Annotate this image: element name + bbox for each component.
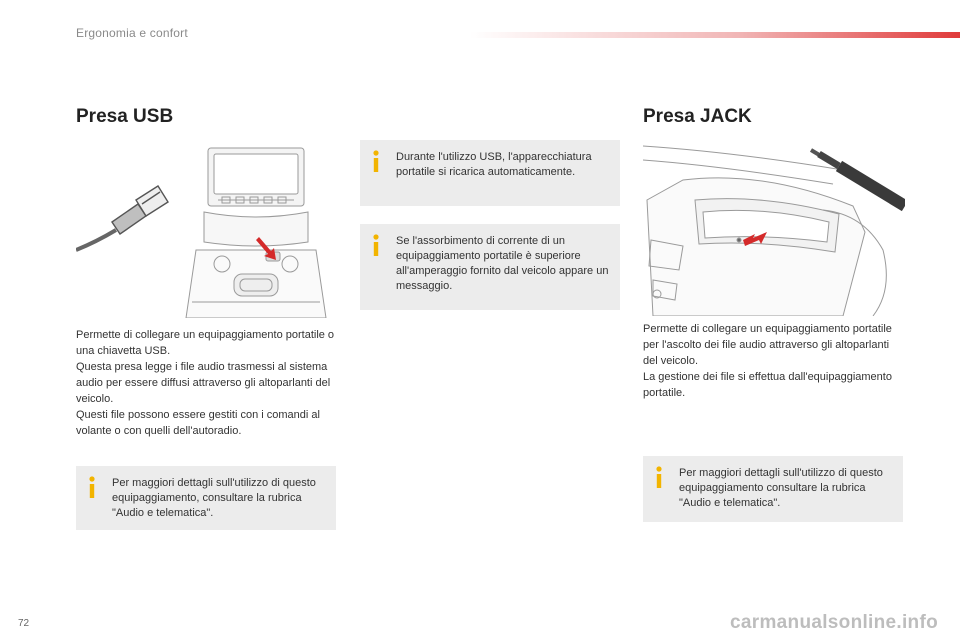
jack-paragraph-1: Permette di collegare un equipaggiamento portatile per l'ascolto dei file audio attraverso gli altoparlanti del veicolo. [643, 323, 892, 367]
usb-info-text: Per maggiori dettagli sull'utilizzo di questo equipaggiamento, consultare la rubrica "Audio e telematica". [112, 477, 316, 519]
watermark: carmanualsonline.info [730, 612, 938, 633]
current-draw-note-text: Se l'assorbimento di corrente di un equipaggiamento portatile è superiore all'amperaggio fornito dal veicolo appare un messaggio. [396, 235, 609, 292]
usb-paragraph-1: Permette di collegare un equipaggiamento portatile o una chiavetta USB. [76, 329, 335, 357]
info-icon [654, 466, 664, 488]
usb-section-title: Presa USB [76, 106, 174, 127]
usb-description [76, 327, 338, 439]
current-draw-note [360, 224, 620, 310]
usb-charging-note [360, 140, 620, 206]
info-icon [371, 150, 381, 172]
usb-plug-icon [76, 186, 168, 250]
page-number: 72 [18, 618, 30, 629]
usb-illustration [76, 142, 336, 318]
jack-description [643, 321, 905, 401]
jack-paragraph-2: La gestione dei file si effettua dall'equipaggiamento portatile. [643, 371, 892, 399]
usb-paragraph-2: Questa presa legge i file audio trasmessi al sistema audio per essere diffusi attraverso gli altoparlanti del veicolo. [76, 361, 331, 405]
jack-illustration [643, 140, 905, 316]
usb-info-box [76, 466, 336, 530]
info-icon [87, 476, 97, 498]
usb-paragraph-3: Questi file possono essere gestiti con i comandi al volante o con quelli dell'autoradio. [76, 409, 320, 437]
jack-section-title: Presa JACK [643, 106, 752, 127]
jack-info-text: Per maggiori dettagli sull'utilizzo di questo equipaggiamento consultare la rubrica "Audio e telematica". [679, 467, 883, 509]
usb-charging-note-text: Durante l'utilizzo USB, l'apparecchiatura portatile si ricarica automaticamente. [396, 151, 592, 178]
info-icon [371, 234, 381, 256]
jack-info-box [643, 456, 903, 522]
header-title: Ergonomia e confort [76, 26, 188, 40]
header-accent-bar [470, 32, 960, 38]
